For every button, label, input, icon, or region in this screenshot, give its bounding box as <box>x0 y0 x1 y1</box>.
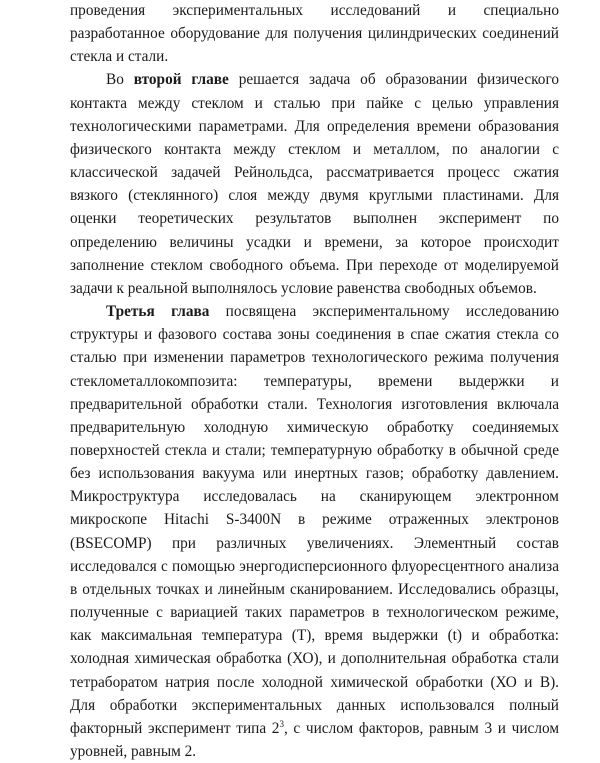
chapter-3-text-end: , с числом факторов, равным 3 и числом уровней, равным 2. <box>70 719 559 760</box>
document-page <box>70 0 559 763</box>
chapter-2-text: решается задача об образовании физического контакта между стеклом и сталью при пайке с целью управления технологическими параметрами. Для определения времени образования физического контакта между стеклом и металлом, по аналогии с классической задачей Рейнольдса, рассматривается процесс сжатия вязкого (стеклянного) слоя между двумя круглыми пластинами. Для оценки теоретических результатов выполнен эксперимент по определению величины усадки и времени, за которое происходит заполнение стеклом свободного объема. При переходе от моделируемой задачи к реальной выполнялось условие равенства свободных объемов. <box>70 71 559 297</box>
chapter-3-text: посвящена экспериментальному исследованию структуры и фазового состава зоны соединения в спае сжатия стекла со сталью при изменении параметров технологического режима получения стеклометаллокомпозита: температуры, времени выдержки и предварительной обработки стали. Технология изготовления включала предварительную холодную химическую обработку соединяемых поверхностей стекла и стали; температурную обработку в обычной среде без использования вакуума или инертных газов; обработку давлением. Микроструктура исследовалась на сканирующем электронном микроскопе Hitachi S-3400N в режиме отраженных электронов (BSECOMP) при различных увеличениях. Элементный состав исследовался с помощью энергодисперсионного флуоресцентного анализа в отдельных точках и линейным сканированием. Исследовались образцы, полученные с вариацией таких параметров в технологическом режиме, как максимальная температура (T), время выдержки (t) и обработка: холодная химическая обработка (ХО), и дополнительная обработка стали тетраборатом натрия после холодной химической обработки (ХО и В). Для обработки экспериментальных данных использовался полный факторный эксперимент типа 2 <box>70 303 559 737</box>
paragraph-chapter-2 <box>70 68 559 300</box>
paragraph-chapter-3 <box>70 300 559 763</box>
chapter-2-prefix: Во <box>106 71 134 89</box>
chapter-2-heading: второй главе <box>133 71 229 89</box>
paragraph-intro-tail <box>70 0 559 68</box>
exponent-superscript: 3 <box>279 718 284 729</box>
intro-tail-text: проведения экспериментальных исследований и специально разработанное оборудование для получения цилиндрических соединений стекла и стали. <box>70 2 559 66</box>
chapter-3-heading: Третья глава <box>106 303 210 321</box>
